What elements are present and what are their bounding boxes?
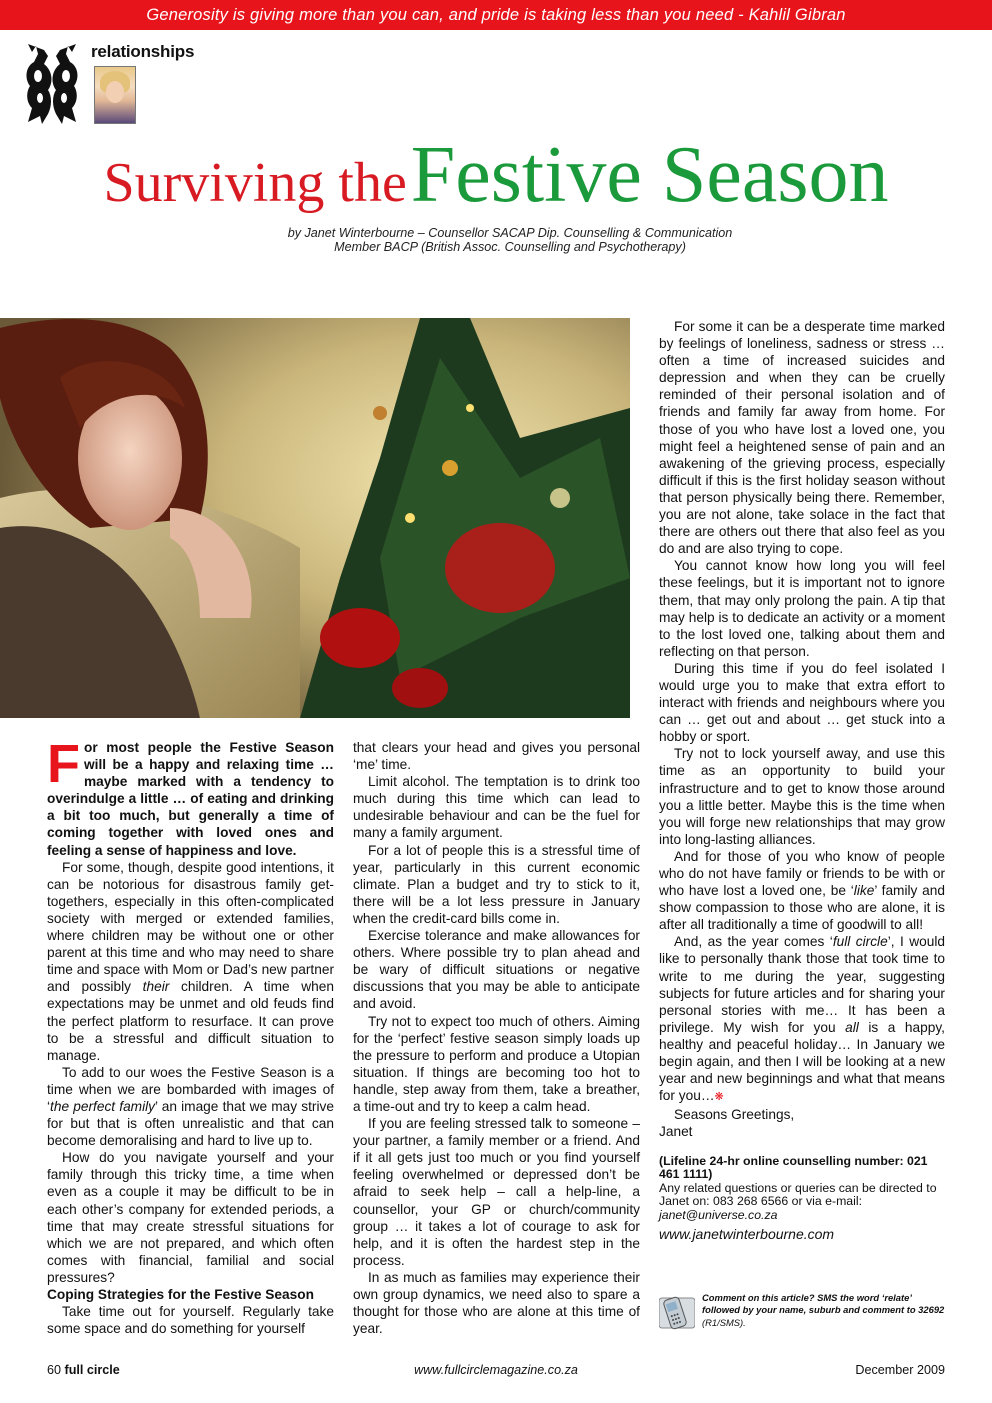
paragraph: Take time out for yourself. Regularly take some space and do something for yourself [47,1304,334,1337]
paragraph: that clears your head and gives you personal ‘me’ time. [353,740,640,773]
paragraph: And, as the year comes ‘full circle’, I would like to personally thank those that took time to write to me during the year, suggesting subjects for future articles and for sharing your personal stories with me… It has been a privilege. My wish for you all is a happy, healthy and peaceful holiday… In January we begin again, and then I will be looking at a new year and new beginnings and what that means for you…❋ [659,934,946,1104]
paragraph: For some it can be a desperate time marked by feelings of loneliness, sadness or stress … often a time of increased suicides and depression and when they can be cruelly reminded of their personal isolation and of friends and family far away from home. For those of you who have lost a loved one, you might feel a heightened sense of pain and an awakening of the grieving process, especially difficult if this is the first holiday season without that person physically being there. Remember, you are not alone, take solace in the fact that there are others out there that also feel as you do and are also trying to cope. [659,319,945,557]
subheading: Coping Strategies for the Festive Season [47,1287,314,1302]
title-part2: Festive Season [410,131,889,219]
byline-line1: by Janet Winterbourne – Counsellor SACAP Dip. Counselling & Communication [287,226,733,240]
paragraph: Limit alcohol. The temptation is to drink too much during this time which can lead to undesirable behaviour and can be the fuel for many a family argument. [353,774,640,841]
paragraph: You cannot know how long you will feel these feelings, but it is important not to ignore them, that may only prolong the pain. A tip that may help is to dedicate an activity or a moment to the lost loved one, talking about them and reflecting on that person. [659,558,945,659]
column-3 [659,318,945,1244]
paragraph: In as much as families may experience their own group dynamics, we need also to spare a thought for those who are alone at this time of year. [353,1269,640,1337]
mobile-phone-icon [659,1296,695,1330]
byline-line2: Member BACP (British Assoc. Counselling and Psychotherapy) [334,240,686,254]
article-title [0,130,992,221]
footer-date: December 2009 [855,1363,945,1377]
lead-text: or most people the Festive Season will be a happy and relaxing time … maybe marked with a tendency to overindulge a little … of eating and drinking a bit too much, but generally a time of coming together with loved ones and feeling a sense of happiness and love. [47,740,334,858]
footer-url[interactable]: www.fullcirclemagazine.co.za [414,1363,578,1377]
signoff [659,1106,945,1140]
paragraph: During this time if you do feel isolated I would urge you to make that extra effort to interact with friends and neighbours where you can … get out and about … get stuck into a hobby or sport. [659,660,945,745]
magazine-name: full circle [64,1363,120,1377]
relationships-logo-icon [22,40,82,126]
paragraph: To add to our woes the Festive Season is a time when we are bombarded with images of ‘the perfect family’ an image that we may strive for but that is often unrealistic and that can become demoralising and hard to live up to. [47,1064,334,1149]
paragraph: How do you navigate yourself and your family through this tricky time, a time when even as a couple it may be difficult to be in each other’s company for extended periods, a time that may create stressful situations for which we are not prepared, and which often comes with financial, familial and social pressures? [47,1150,334,1285]
paragraph: Try not to expect too much of others. Aiming for the ‘perfect’ festive season simply loads up the pressure to perform and produce a Utopian situation. If things are becoming too hot to handle, step away from them, take a breather, a time-out and try to keep a calm head. [353,1013,640,1114]
paragraph: For some, though, despite good intentions, it can be notorious for disastrous family get-togethers, especially in this often-complicated society with merged or extended families, where children may be without one or other parent at this time and who may need to share time and space with Mom or Dad’s new partner and possibly their children. A time when expectations may be unmet and old feuds find the perfect platform to resurface. It can prove to be a stressful and difficult situation to manage. [47,859,334,1063]
article-photo [0,318,630,718]
author-photo [94,66,136,124]
end-mark-icon: ❋ [714,1091,724,1104]
sms-comment-box [659,1292,945,1332]
lifeline-number: (Lifeline 24-hr online counselling number: 021 461 1111) [659,1153,928,1182]
byline [230,226,790,254]
contact-text: Any related questions or queries can be directed to Janet on: 083 268 6566 or via e-mail: [659,1180,937,1209]
column-2 [353,739,640,1337]
quote-text: Generosity is giving more than you can, and pride is taking less than you need - Kahlil Gibran [146,6,846,24]
title-part1: Surviving the [103,152,407,214]
section-label: relationships [91,42,195,61]
quote-banner [0,0,992,30]
drop-cap: F [47,734,80,794]
paragraph: Try not to lock yourself away, and use this time as an opportunity to build your infrastructure and to get to know those around you a little better. Maybe this is the time when you will forge new relationships that may grow into long-lasting alliances. [659,746,945,847]
email-link[interactable]: janet@universe.co.za [659,1207,778,1222]
paragraph: If you are feeling stressed talk to someone – your partner, a family member or a friend. And if it all gets just too much or you find yourself feeling overwhelmed or depressed don’t be afraid to seek help – call a help-line, a counsellor, your GP or church/community group … it takes a lot of courage to ask for help, and it is often the hardest step in the process. [353,1116,640,1268]
sms-instructions: Comment on this article? SMS the word ‘relate’ followed by your name, suburb and comment to 32692 (R1/SMS). [702,1292,945,1328]
paragraph: Exercise tolerance and make allowances for others. Where possible try to plan ahead and be wary of difficult situations or negative discussions that you may be able to anticipate and avoid. [353,928,640,1012]
column-1 [47,734,334,1337]
paragraph: For a lot of people this is a stressful time of year, particularly in this current economic climate. Plan a budget and try to stick to it, there will be a lot less pressure in January when the credit-card bills come in. [353,842,640,926]
signoff-name: Janet [659,1124,693,1140]
page-number: 60 [47,1363,62,1377]
contact-block [659,1155,945,1223]
website-link[interactable]: www.janetwinterbourne.com [659,1226,835,1243]
paragraph: And for those of you who know of people who do not have family or friends to be with or who have lost a loved one, be ‘like’ family and show compassion to those who are alone, it is after all traditionally a time of goodwill to all! [659,848,945,933]
signoff-greeting: Seasons Greetings, [674,1107,795,1123]
lead-paragraph [47,734,334,859]
